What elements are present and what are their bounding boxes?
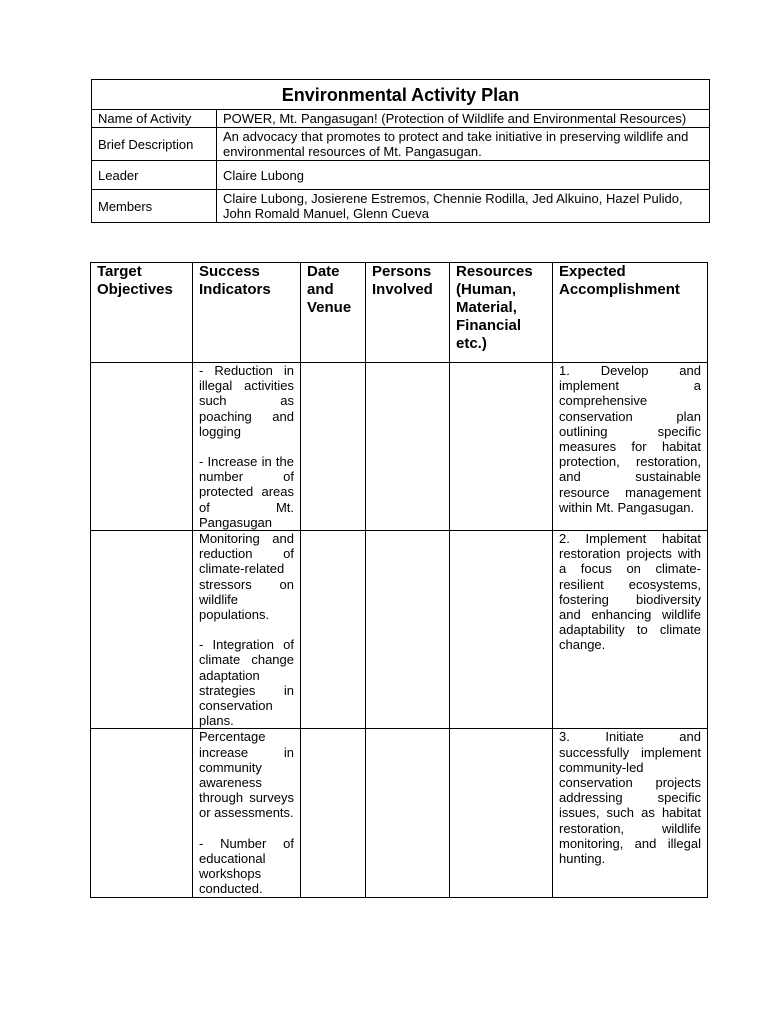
info-row-leader: [92, 161, 710, 190]
date-venue-cell: [301, 531, 366, 729]
header-date-venue: Date and Venue: [301, 263, 366, 363]
persons-cell: [366, 729, 450, 897]
success-indicator: - Reduction in illegal activities such as poaching and logging: [199, 363, 294, 439]
expected-accomplishment-cell: 1. Develop and implement a comprehensive conservation plan outlining specific measures for habitat protection, restoration, and sustainable resource management within Mt. Pangasugan.: [553, 363, 708, 531]
date-venue-cell: [301, 363, 366, 531]
expected-accomplishment-cell: 3. Initiate and successfully implement community-led conservation projects addressing specific issues, such as habitat restoration, wildlife monitoring, and illegal hunting.: [553, 729, 708, 897]
header-resources: Resources (Human, Material, Financial etc.): [450, 263, 553, 363]
info-row-name: [92, 110, 710, 128]
header-success-indicators: Success Indicators: [193, 263, 301, 363]
brief-description-label: Brief Description: [92, 128, 217, 161]
table-row: [91, 531, 708, 729]
header-target-objectives: Target Objectives: [91, 263, 193, 363]
name-of-activity-label: Name of Activity: [92, 110, 217, 128]
members-value: Claire Lubong, Josierene Estremos, Chennie Rodilla, Jed Alkuino, Hazel Pulido, John Romald Manuel, Glenn Cueva: [217, 190, 710, 223]
target-objective-cell: [91, 531, 193, 729]
success-indicator: - Integration of climate change adaptation strategies in conservation plans.: [199, 637, 294, 729]
success-indicators-cell: [193, 531, 301, 729]
success-indicator: Monitoring and reduction of climate-related stressors on wildlife populations.: [199, 531, 294, 623]
target-objective-cell: [91, 363, 193, 531]
header-persons-involved: Persons Involved: [366, 263, 450, 363]
table-row: [91, 363, 708, 531]
date-venue-cell: [301, 729, 366, 897]
success-indicators-cell: [193, 729, 301, 897]
plan-header-row: [91, 263, 708, 363]
activity-plan-table: [90, 262, 708, 898]
target-objective-cell: [91, 729, 193, 897]
brief-description-value: An advocacy that promotes to protect and take initiative in preserving wildlife and environmental resources of Mt. Pangasugan.: [217, 128, 710, 161]
table-row: [91, 729, 708, 897]
persons-cell: [366, 531, 450, 729]
leader-value: Claire Lubong: [217, 161, 710, 190]
resources-cell: [450, 729, 553, 897]
info-row-members: [92, 190, 710, 223]
info-row-brief: [92, 128, 710, 161]
leader-label: Leader: [92, 161, 217, 190]
activity-info-table: [91, 79, 710, 223]
success-indicator: - Number of educational workshops conducted.: [199, 835, 294, 897]
persons-cell: [366, 363, 450, 531]
resources-cell: [450, 363, 553, 531]
expected-accomplishment-cell: 2. Implement habitat restoration projects with a focus on climate-resilient ecosystems, fostering biodiversity and enhancing wildlife adaptability to climate change.: [553, 531, 708, 729]
success-indicator: Percentage increase in community awareness through surveys or assessments.: [199, 729, 294, 821]
success-indicator: - Increase in the number of protected areas of Mt. Pangasugan: [199, 454, 294, 530]
header-expected-accomplishment: Expected Accomplishment: [553, 263, 708, 363]
resources-cell: [450, 531, 553, 729]
name-of-activity-value: POWER, Mt. Pangasugan! (Protection of Wildlife and Environmental Resources): [217, 110, 710, 128]
document-title: Environmental Activity Plan: [92, 80, 710, 110]
members-label: Members: [92, 190, 217, 223]
success-indicators-cell: [193, 363, 301, 531]
